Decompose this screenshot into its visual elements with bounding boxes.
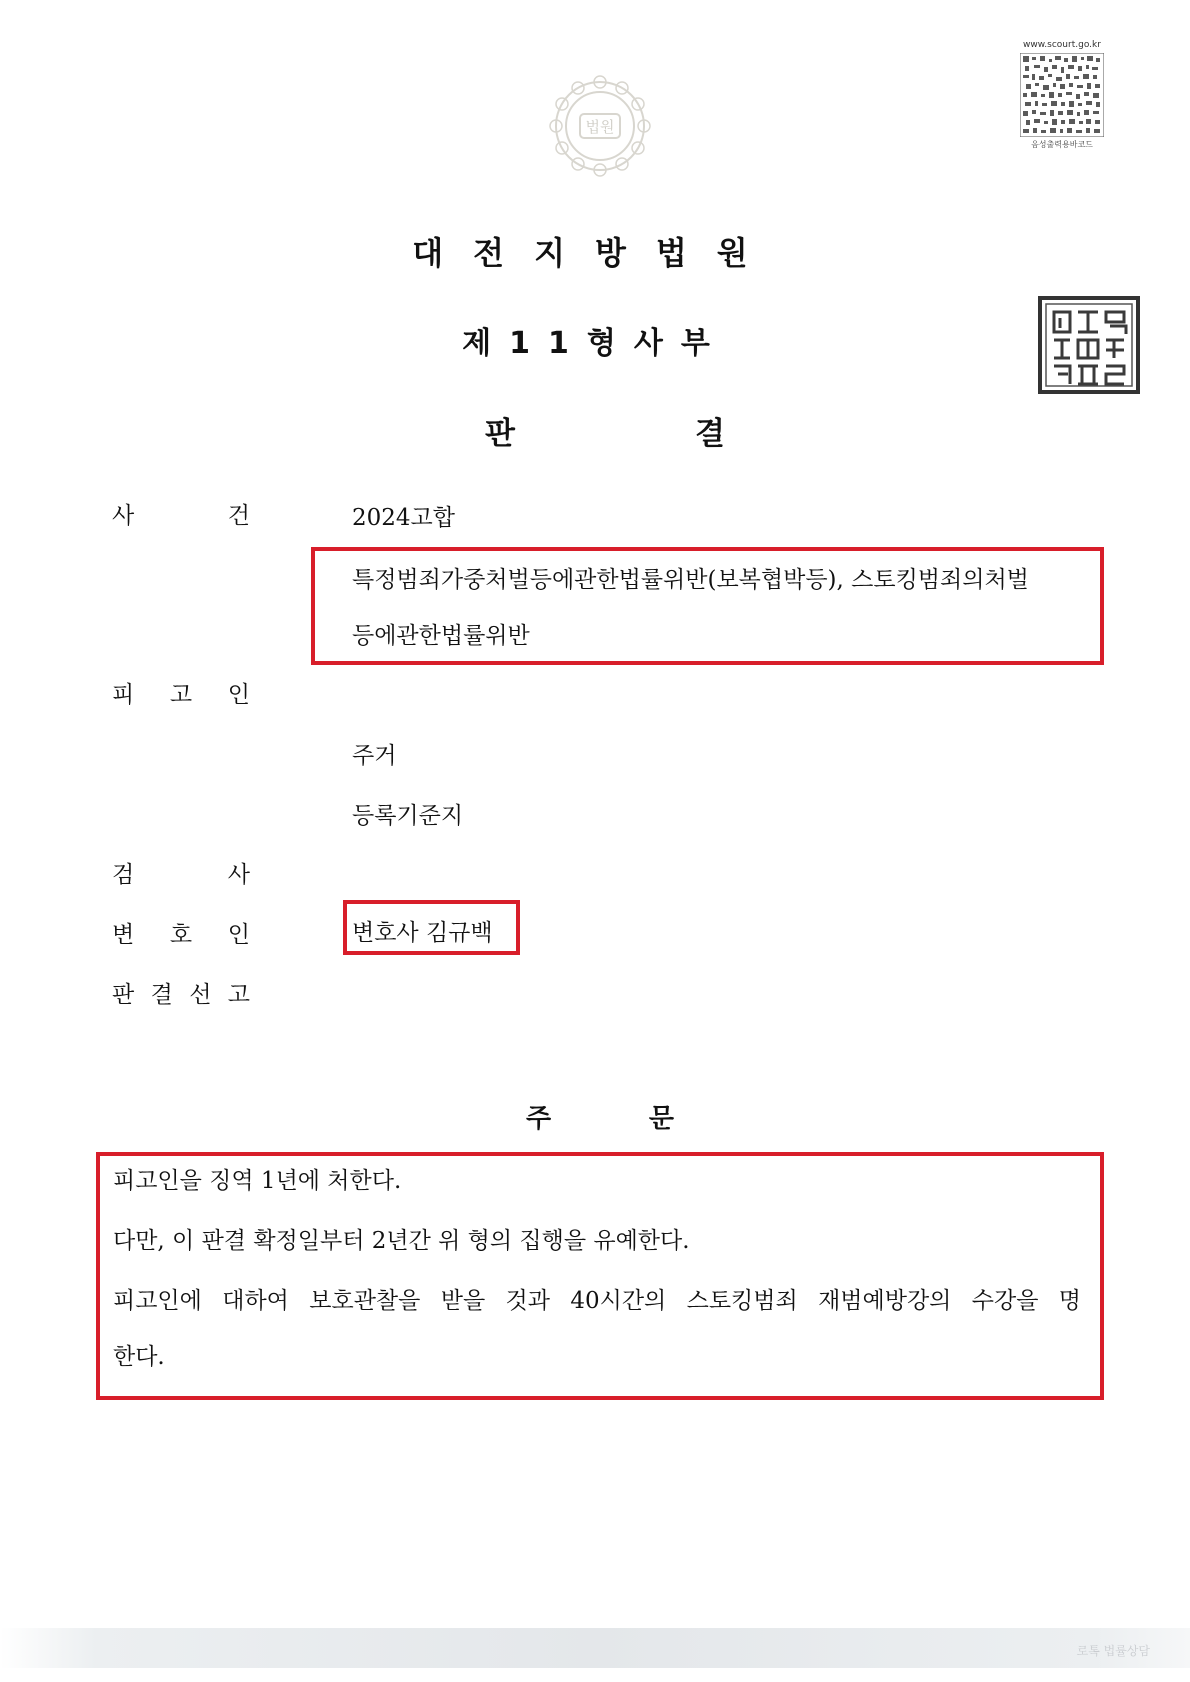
court-name: 대전지방법원 xyxy=(412,234,778,272)
document-title-left: 판 xyxy=(485,416,515,452)
sentencing-date-label: 판 결 선 고 xyxy=(112,982,250,1008)
case-name-line2: 등에관한법률위반 xyxy=(352,623,530,649)
qr-caption: 음성출력용바코드 xyxy=(1031,140,1093,149)
qr-code-icon xyxy=(1020,53,1104,137)
counsel-value: 변호사 김규백 xyxy=(352,920,493,946)
document-title-right: 결 xyxy=(695,416,725,452)
prosecutor-label: 검 사 xyxy=(112,862,250,888)
footer-strip xyxy=(0,1628,1190,1668)
residence-label: 주거 xyxy=(352,743,397,769)
defendant-label: 피 고 인 xyxy=(112,682,250,708)
case-number: 2024고합 xyxy=(352,505,455,531)
case-name-line1: 특정범죄가중처벌등에관한법률위반(보복협박등), 스토킹범죄의처벌 xyxy=(352,567,1029,593)
court-emblem xyxy=(540,68,660,188)
court-division: 제11형사부 xyxy=(462,326,728,361)
order-title: 주 문 xyxy=(526,1104,674,1134)
registered-domicile-label: 등록기준지 xyxy=(352,803,464,829)
order-line-1: 피고인을 징역 1년에 처한다. xyxy=(113,1168,402,1194)
footer-watermark: 로톡 법률상담 xyxy=(1076,1644,1150,1658)
case-label: 사 건 xyxy=(112,503,250,529)
document-title xyxy=(485,408,725,453)
order-line-4: 한다. xyxy=(113,1344,165,1370)
emblem-text: 법원 xyxy=(585,118,615,136)
counsel-label: 변 호 인 xyxy=(112,922,250,948)
order-line-3: 피고인에 대하여 보호관찰을 받을 것과 40시간의 스토킹범죄 재범예방강의 수강을 명 xyxy=(113,1288,1081,1314)
qr-block xyxy=(1010,40,1114,150)
qr-url: www.scourt.go.kr xyxy=(1023,40,1101,50)
order-line-2: 다만, 이 판결 확정일부터 2년간 위 형의 집행을 유예한다. xyxy=(113,1228,690,1254)
